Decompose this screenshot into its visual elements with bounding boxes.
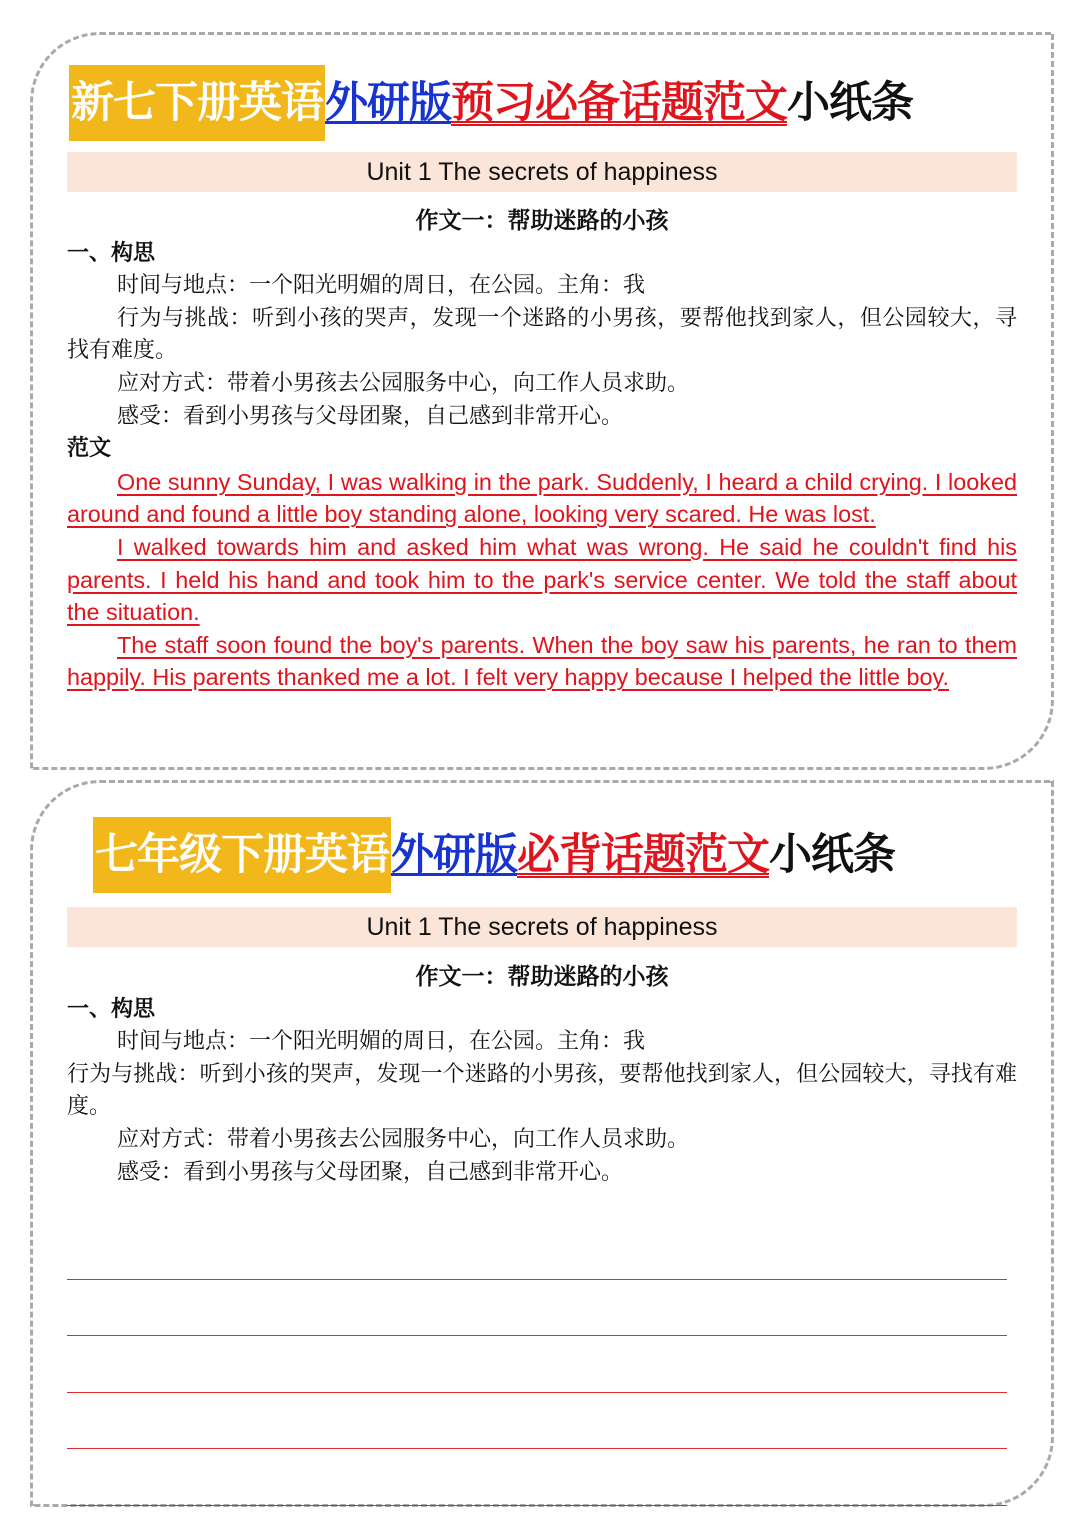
idea-line: 行为与挑战：听到小孩的哭声，发现一个迷路的小男孩，要帮他找到家人，但公园较大，寻找有难度。 [67,305,1017,364]
essay-heading: 范文 [67,436,112,462]
writing-line[interactable] [67,1280,1007,1337]
writing-lines [67,1223,1007,1506]
title-part-grade: 七年级下册英语 [93,817,391,893]
idea-line: 应对方式：带着小男孩去公园服务中心，向工作人员求助。 [117,1126,690,1152]
idea-heading: 一、构思 [67,240,156,266]
title-part-grade: 新七下册英语 [69,65,325,141]
idea-line: 时间与地点：一个阳光明媚的周日，在公园。主角：我 [117,1029,646,1055]
essay-subtitle: 作文一：帮助迷路的小孩 [415,208,669,234]
title-part-note: 小纸条 [769,830,895,880]
essay-subtitle: 作文一：帮助迷路的小孩 [415,964,669,990]
card-content [67,961,1017,1189]
title-part-topic: 必背话题范文 [517,830,769,880]
idea-line: 应对方式：带着小男孩去公园服务中心，向工作人员求助。 [117,370,690,396]
title-part-topic: 预习必备话题范文 [451,78,787,128]
unit-banner: Unit 1 The secrets of happiness [67,152,1017,192]
idea-line: 行为与挑战：听到小孩的哭声，发现一个迷路的小男孩，要帮他找到家人，但公园较大，寻找有难度。 [67,1061,1017,1120]
card-title [93,817,1031,893]
card-content [67,205,1017,694]
writing-line[interactable] [67,1393,1007,1450]
writing-line[interactable] [67,1449,1007,1506]
card-title [69,65,1031,141]
title-part-note: 小纸条 [787,78,913,128]
idea-line: 时间与地点：一个阳光明媚的周日，在公园。主角：我 [117,273,646,299]
essay-paragraph: The staff soon found the boy's parents. When the boy saw his parents, he ran to them happily. His parents thanked me a lot. I felt very happy because I helped the little boy. [67,631,1017,691]
essay-paragraph: I walked towards him and asked him what was wrong. He said he couldn't find his parents. I held his hand and took him to the park's service center. We told the staff about the situation. [67,533,1017,626]
idea-heading: 一、构思 [67,996,156,1022]
note-card-recite [30,780,1054,1507]
idea-line: 感受：看到小男孩与父母团聚，自己感到非常开心。 [117,1159,624,1185]
essay-paragraph: One sunny Sunday, I was walking in the park. Suddenly, I heard a child crying. I looked around and found a little boy standing alone, looking very scared. He was lost. [67,468,1017,528]
title-part-edition: 外研版 [391,830,517,880]
writing-line[interactable] [67,1223,1007,1280]
title-part-edition: 外研版 [325,78,451,128]
unit-banner: Unit 1 The secrets of happiness [67,907,1017,947]
writing-line[interactable] [67,1336,1007,1393]
idea-line: 感受：看到小男孩与父母团聚，自己感到非常开心。 [117,403,624,429]
note-card-preview [30,32,1054,770]
